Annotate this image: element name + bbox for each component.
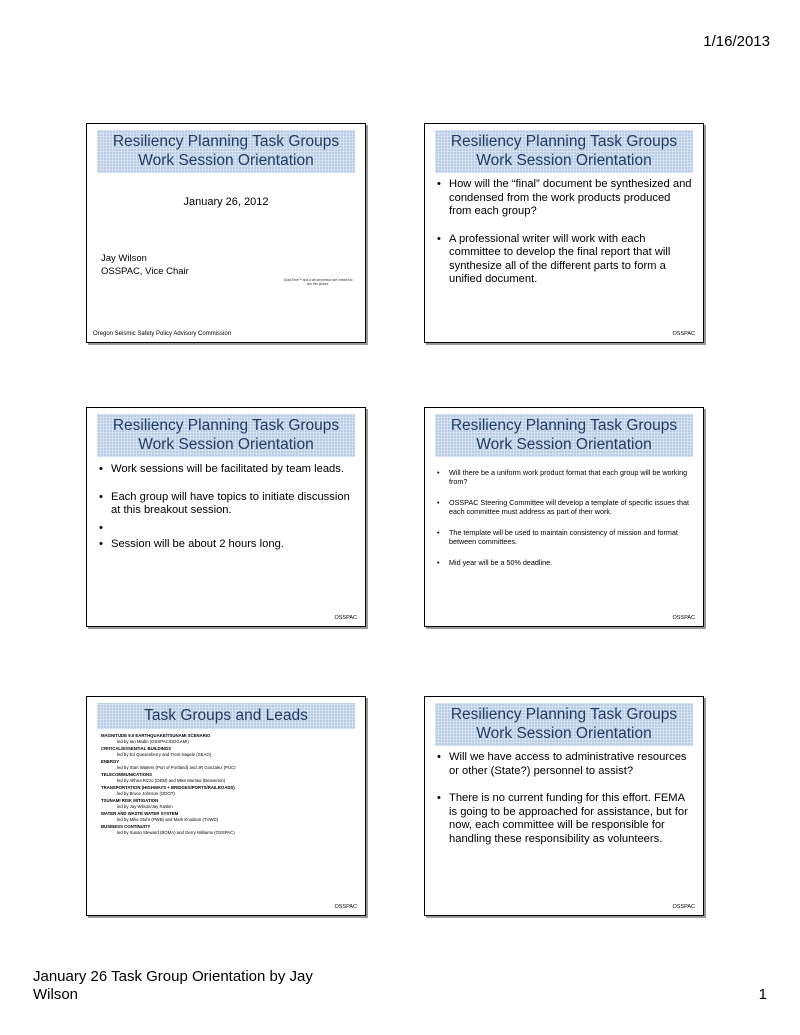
bullet-list (437, 468, 695, 567)
bullet-item: • Will there be a uniform work product format that each group will be working from? (437, 468, 695, 486)
task-group-name: TSUNAMI RISK MITIGATION (101, 798, 159, 803)
title-line-1: Resiliency Planning Task Groups (112, 133, 340, 150)
bullet-item: • OSSPAC Steering Committee will develop a template of specific issues that each committee must address as part of their work. (437, 498, 695, 516)
slide-3-title (97, 414, 355, 457)
presentation-date: January 26, 2012 (183, 196, 269, 208)
task-group-name: ENERGY (101, 759, 120, 764)
task-group-lead: led by Ed Quesenberry and Trent Nagele (SEAO) (117, 751, 212, 757)
task-group (101, 772, 355, 783)
task-group (101, 811, 355, 822)
bullet-item: • Each group will have topics to initiate discussion at this breakout session. (99, 491, 357, 518)
slide-footer: OSSPAC (334, 904, 357, 910)
slide-3 (86, 407, 366, 627)
task-group (101, 785, 355, 796)
footer-title: January 26 Task Group Orientation by Jay Wilson (33, 968, 313, 1003)
task-group-lead: led by Ian Madin (OSSPAC/DOGAMI) (117, 738, 189, 744)
title-line-1: Resiliency Planning Task Groups (450, 417, 678, 434)
title-line-2: Work Session Orientation (138, 152, 314, 169)
presenter-role: OSSPAC, Vice Chair (101, 266, 189, 277)
slide-1-title (97, 130, 355, 173)
slide-5 (86, 696, 366, 916)
slide-4 (424, 407, 704, 627)
bullet-item: • Session will be about 2 hours long. (99, 538, 357, 552)
bullet-list (99, 463, 357, 551)
title-line-2: Work Session Orientation (476, 152, 652, 169)
task-group-lead: led by Mike Stuhr (PWB) and Mark Knudson (TVWD) (117, 816, 219, 822)
quicktime-notice: QuickTime™ and a decompressor are needed to see this picture. (283, 278, 353, 286)
title-line-2: Work Session Orientation (138, 436, 314, 453)
task-group-lead: led by Althea Rizzo (OEM) and Mike Murraw (Beaverton) (117, 777, 226, 783)
slide-4-title (435, 414, 693, 457)
page-date: 1/16/2013 (703, 33, 770, 50)
slide-footer: OSSPAC (334, 615, 357, 621)
slide-5-title: Task Groups and Leads (97, 703, 355, 729)
task-group-lead: led by Stan Watters (Port of Portland) and JR Gonzalez (PUC) (117, 764, 236, 770)
slide-6-title (435, 703, 693, 746)
slide-6 (424, 696, 704, 916)
task-group-lead: led by Bruce Johnson (ODOT) (117, 790, 175, 796)
slide-2-title (435, 130, 693, 173)
title-line-1: Resiliency Planning Task Groups (112, 417, 340, 434)
bullet-list (437, 751, 695, 846)
bullet-item (99, 522, 357, 535)
bullet-item: • Will we have access to administrative resources or other (State?) personnel to assist? (437, 751, 695, 778)
slide-footer: OSSPAC (672, 904, 695, 910)
bullet-item: • Mid year will be a 50% deadline. (437, 558, 695, 567)
page-number: 1 (758, 986, 767, 1003)
task-group (101, 746, 355, 757)
bullet-item: • Work sessions will be facilitated by team leads. (99, 463, 357, 477)
task-group-lead: led by Jay Wilson/Jay Raskin (117, 803, 173, 809)
task-group (101, 798, 355, 809)
bullet-item: • The template will be used to maintain consistency of mission and format between committees. (437, 528, 695, 546)
task-group-name: CRITICAL/ESSENTIAL BUILDINGS (101, 746, 172, 751)
bullet-item: • How will the “final” document be synthesized and condensed from the work products produced from each group? (437, 178, 695, 219)
presenter (101, 252, 189, 278)
bullet-list (437, 178, 695, 287)
slide-2 (424, 123, 704, 343)
title-line-1: Resiliency Planning Task Groups (450, 133, 678, 150)
slide-footer: OSSPAC (672, 615, 695, 621)
task-group (101, 733, 355, 744)
task-group-name: BUSINESS CONTINUITY (101, 824, 151, 829)
title-line-2: Work Session Orientation (476, 436, 652, 453)
task-group-list (101, 733, 355, 837)
task-group-name: TRANSPORTATION (HIGHWAYS + BRIDGES/PORTS/RAILROADS) (101, 785, 235, 790)
task-group (101, 824, 355, 835)
task-group-name: TELECOMMUNICATIONS (101, 772, 153, 777)
slide-footer: OSSPAC (672, 331, 695, 337)
title-line-2: Work Session Orientation (476, 725, 652, 742)
presenter-name: Jay Wilson (101, 253, 147, 264)
bullet-item: • There is no current funding for this effort. FEMA is going to be approached for assistance, but for now, each committee will be responsible for handling these responsibility as volunteers. (437, 792, 695, 846)
task-group-lead: led by Susan Steward (BOMA) and Gerry Williams (OSSPAC) (117, 829, 235, 835)
task-group-name: MAGNITUDE 9.0 EARTHQUAKE/TSUNAMI SCENARIO (101, 733, 211, 738)
task-group (101, 759, 355, 770)
task-group-name: WATER AND WASTE WATER SYSTEM (101, 811, 179, 816)
slide-1 (86, 123, 366, 343)
title-line-1: Resiliency Planning Task Groups (450, 706, 678, 723)
organization-name: Oregon Seismic Safety Policy Advisory Commission (93, 331, 232, 337)
bullet-item: • A professional writer will work with each committee to develop the final report that will synthesize all of the different parts to form a unified document. (437, 233, 695, 287)
